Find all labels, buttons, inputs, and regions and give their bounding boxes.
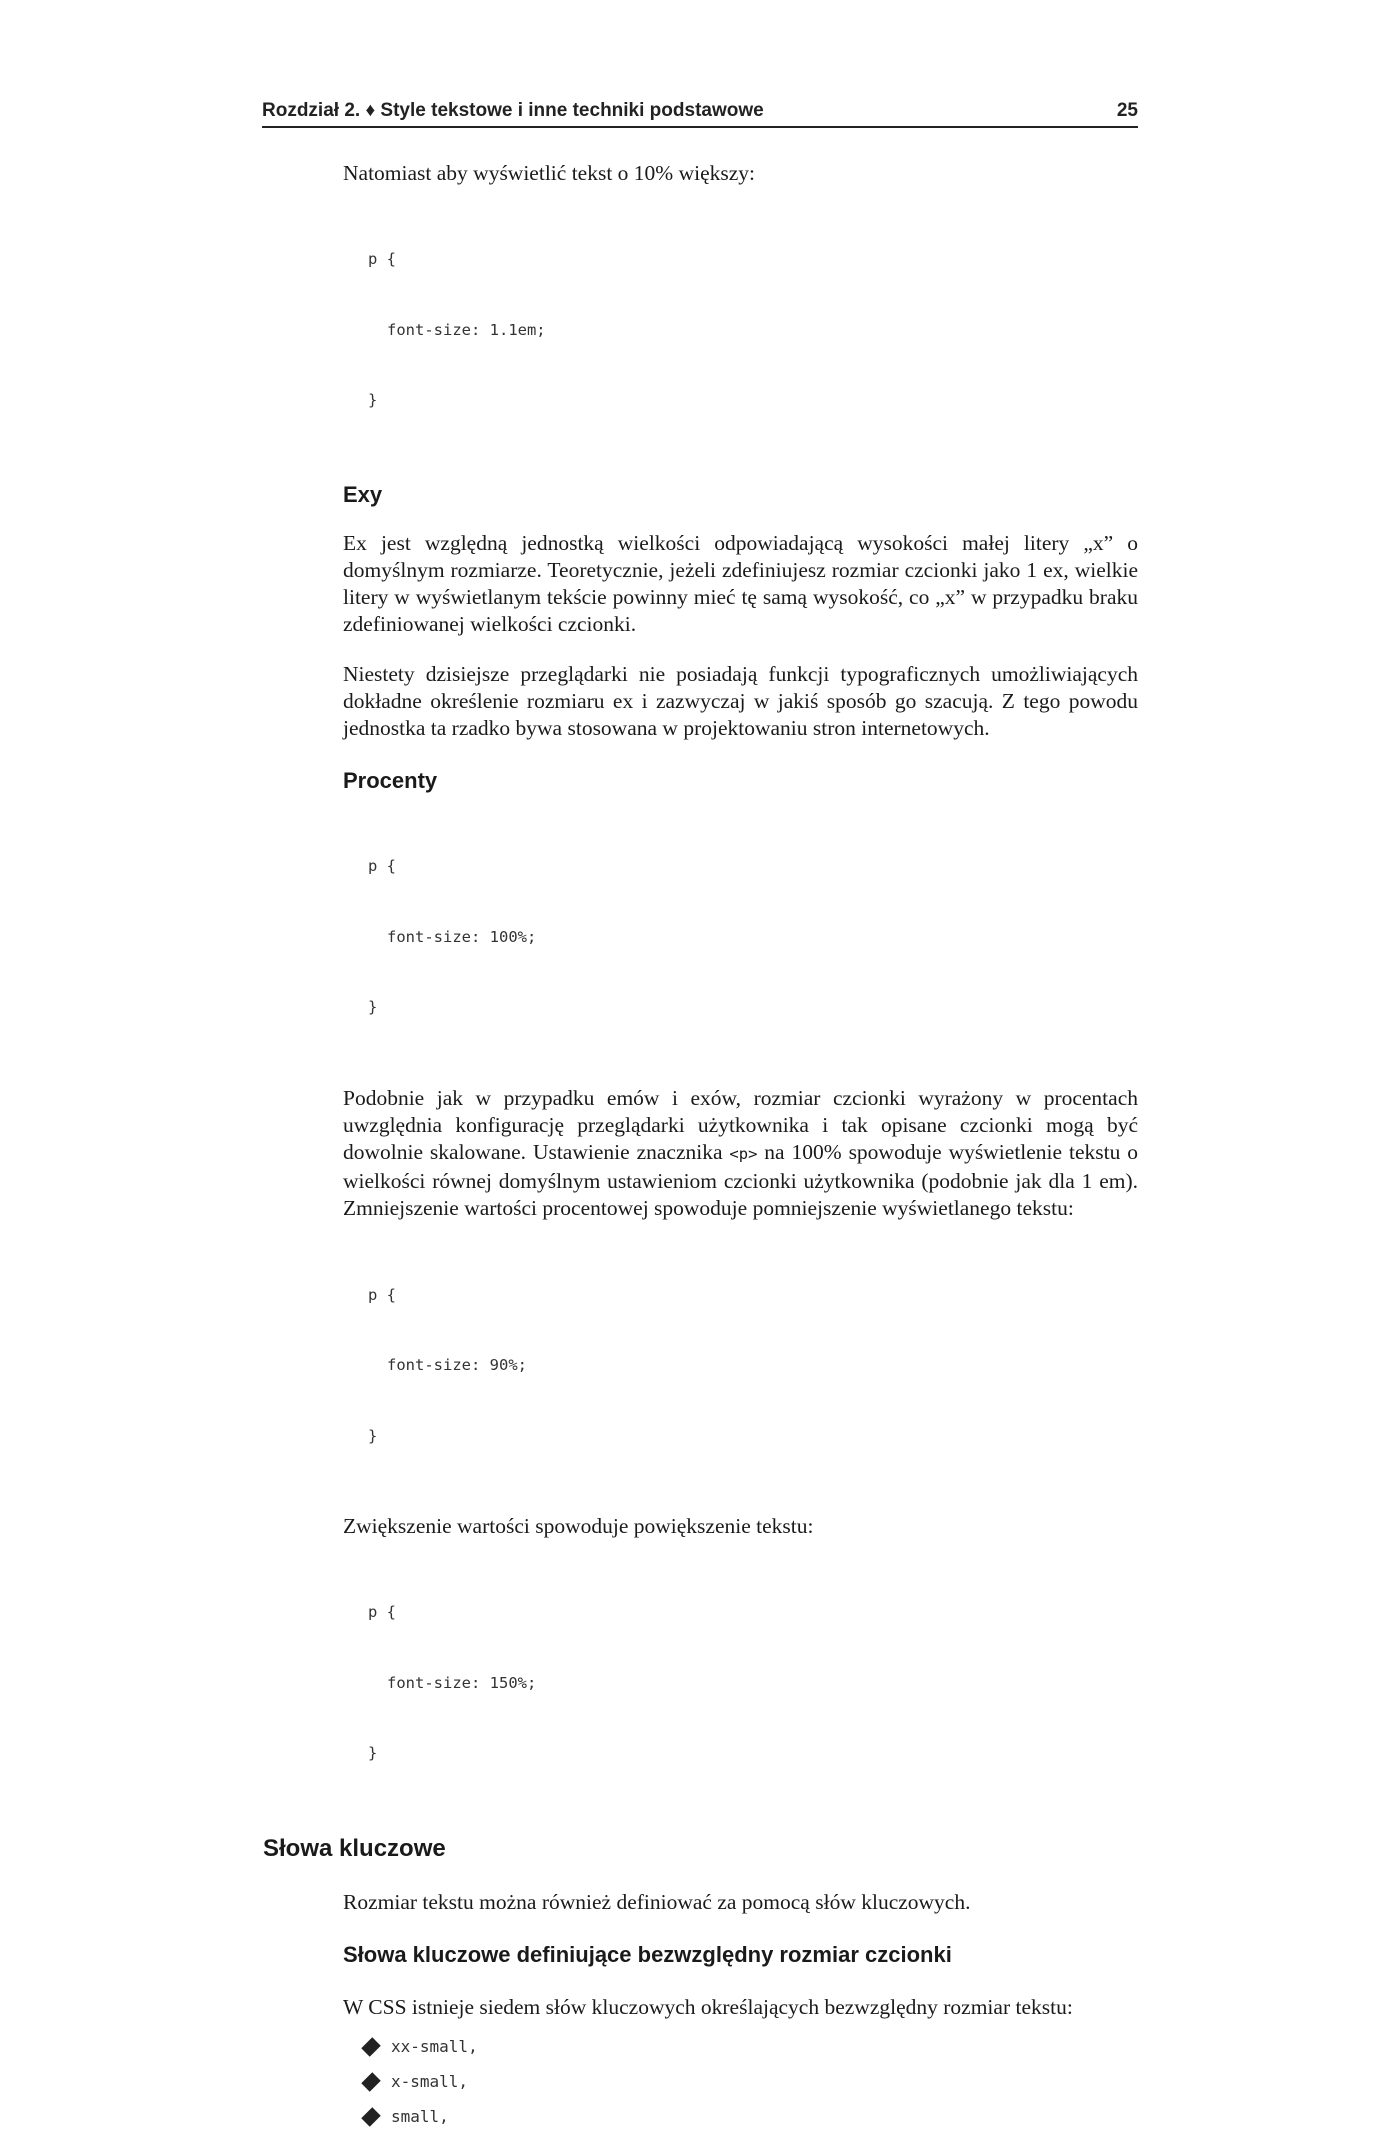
code-line: } — [368, 391, 378, 410]
code-line: font-size: 1.1em; — [387, 320, 546, 339]
section-heading: Słowa kluczowe — [263, 1834, 446, 1862]
code-line: p { — [368, 1285, 396, 1304]
list-item — [363, 2029, 1138, 2064]
code-line: } — [368, 1426, 378, 1445]
code-line: } — [368, 1744, 378, 1763]
diamond-bullet-icon — [361, 2037, 381, 2057]
code-line: p { — [368, 857, 396, 876]
code-line: font-size: 100%; — [387, 927, 537, 946]
list-item-text: small, — [391, 2107, 449, 2127]
diamond-bullet-icon — [361, 2107, 381, 2127]
page-content — [263, 160, 1138, 2134]
code-line: p { — [368, 1603, 396, 1622]
list-item-text: xx-small, — [391, 2037, 478, 2057]
code-block — [368, 1554, 1138, 1813]
inline-code: <p> — [729, 1145, 758, 1164]
paragraph-text: na 100% spowoduje wyświetlenie tekstu o wielkości równej domyślnym ustawieniom czcionki użytkownika (podobnie jak dla 1 em). Zmniejszenie wartości procentowej spowoduje pomniejszenie wyświetlanego tekstu: — [343, 1140, 1138, 1221]
paragraph: Rozmiar tekstu można również definiować za pomocą słów kluczowych. — [343, 1889, 971, 1914]
code-block — [368, 1237, 1138, 1496]
paragraph — [343, 1085, 1138, 1223]
list-item — [363, 2064, 1138, 2099]
paragraph-text: Podobnie jak w przypadku emów i exów, rozmiar czcionki wyrażony w procentach uwzględnia konfigurację przeglądarki użytkownika i tak opisane czcionki mogą być dowolnie skalowane. Ustawienie znacznika — [343, 1085, 1138, 1165]
paragraph: Zwiększenie wartości spowoduje powiększenie tekstu: — [343, 1514, 814, 1539]
page-header — [262, 98, 1138, 128]
subheading-absolute-keywords: Słowa kluczowe definiujące bezwzględny rozmiar czcionki — [343, 1942, 952, 1968]
code-block — [368, 201, 1138, 460]
code-line: font-size: 90%; — [387, 1356, 527, 1375]
keyword-list — [363, 2029, 1138, 2134]
list-item — [363, 2099, 1138, 2134]
code-block — [368, 808, 1138, 1067]
paragraph: Niestety dzisiejsze przeglądarki nie posiadają funkcji typograficznych umożliwiających dokładne określenie rozmiaru ex i zazwyczaj w jakiś sposób go szacują. Z tego powodu jednostka ta rzadko bywa stosowana w projektowaniu stron internetowych. — [343, 661, 1138, 740]
code-line: p { — [368, 250, 396, 269]
paragraph: W CSS istnieje siedem słów kluczowych określających bezwzględny rozmiar tekstu: — [343, 1995, 1073, 2020]
subheading-exy: Exy — [343, 481, 383, 507]
code-line: font-size: 150%; — [387, 1673, 537, 1692]
page-number: 25 — [1116, 100, 1138, 121]
subheading-procenty: Procenty — [343, 768, 438, 794]
paragraph: Ex jest względną jednostką wielkości odpowiadającą wysokości małej litery „x” o domyślnym rozmiarze. Teoretycznie, jeżeli zdefiniujesz rozmiar czcionki jako 1 ex, wielkie litery w wyświetlanym tekście powinny mieć tę samą wysokość, co „x” w przypadku braku zdefiniowanej wielkości czcionki. — [343, 530, 1138, 637]
diamond-bullet-icon — [361, 2072, 381, 2092]
paragraph: Natomiast aby wyświetlić tekst o 10% większy: — [343, 161, 756, 185]
code-line: } — [368, 998, 378, 1017]
list-item-text: x-small, — [391, 2072, 469, 2092]
chapter-title: Rozdział 2. ♦ Style tekstowe i inne techniki podstawowe — [262, 100, 764, 121]
